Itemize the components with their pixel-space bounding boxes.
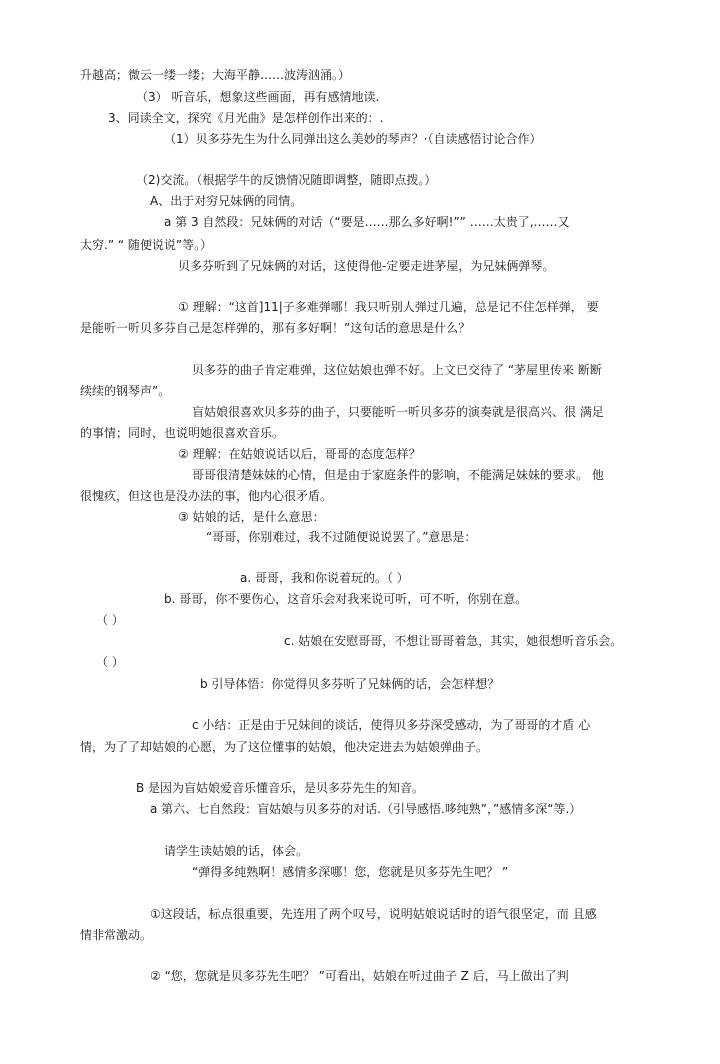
text-line: （2)交流。（根据学牛的反馈情况随即调整，随即点拨。） [136,173,437,187]
text-line: “弹得多纯熟啊！感情多深哪！您，您就是贝多芬先生吧？ ” [192,865,509,879]
text-line: a. 哥哥，我和你说着玩的。（ ） [240,571,409,585]
text-line: （3） 听音乐，想象这些画面，再有感情地读. [136,90,380,104]
text-line: c 小结：正是由于兄妹间的谈话，使得贝多芬深受感动，为了哥哥的才盾 心 [192,718,591,732]
text-line: （1）贝多芬先生为什么同弹出这么美妙的琴声？·（自读感悟讨论合作） [164,132,542,146]
text-line: ①这段话，标点很重要，先连用了两个叹号，说明姑娘说话时的语气很坚定，而 且感 [150,907,597,921]
text-line: 3、同读全文，探究《月光曲》是怎样创作出来的：. [108,111,384,125]
text-line: b 引导体悟：你觉得贝多芬听了兄妹俩的话，会怎样想？ [200,677,500,691]
text-line: 贝多芬的曲子肯定难弹，这位姑娘也弹不好。上文已交待了 “茅屋里传来 断断 [192,363,602,377]
text-line: 情，为了了却姑娘的心愿，为了这位懂事的姑娘，他决定进去为姑娘弹曲子。 [80,740,489,754]
text-line: ② “您，您就是贝多芬先生吧？ ”可看出，姑娘在听过曲子 Z 后，马上做出了判 [150,969,569,983]
text-line: 很愧疚，但这也是没办法的事，他内心很矛盾。 [80,489,333,503]
text-line: 是能听一听贝多芬自己是怎样弹的，那有多好啊！”这句话的意思是什么？ [80,321,471,335]
text-line: a 第六、七自然段：盲姑娘与贝多芬的对话.（引导感悟.哆纯熟”，”感情多深“等.） [150,802,582,816]
text-line: 请学生读姑娘的话，体会。 [164,844,309,858]
text-line: 升越高；微云一缕一缕；大海平静……波涛汹涌。） [80,68,351,82]
text-line: A、出于对穷兄妹俩的同情。 [150,194,303,208]
text-line: 贝多芬听到了兄妹俩的对话，这使得他-定要走进茅屋，为兄妹俩弹琴。 [178,259,555,273]
text-line: 太穷.” “ 随便说说”等。） [80,238,213,252]
text-line: “哥哥，你别难过，我不过随便说说罢了。”意思是： [206,530,477,544]
text-line: b. 哥哥，你不要伤心，这音乐会对我来说可听，可不听，你别在意。 [164,592,528,606]
text-line: 盲姑娘很喜欢贝多芬的曲子，只要能听一听贝多芬的演奏就是很高兴、很 满足 [192,405,604,419]
text-line: 情非常激动。 [80,928,153,942]
text-line: B 是因为盲姑娘爱音乐懂音乐，是贝多芬先生的知音。 [136,781,425,795]
text-line: （ ） [96,655,124,669]
text-line: ② 理解：在姑娘说话以后，哥哥的态度怎样？ [178,447,421,461]
text-line: a 第 3 自然段：兄妹俩的对话（“要是……那么多好啊!”” ……太贵了,……又 [164,215,570,229]
text-line: 的事情；同时，也说明她很喜欢音乐。 [80,426,285,440]
text-line: ① 理解：“这首]11|子多难弹哪！我只听别人弹过几遍，总是记不住怎样弹， 要 [178,300,599,314]
text-line: c. 姑娘在安慰哥哥，不想让哥哥着急，其实，她很想听音乐会。 [284,634,623,648]
text-line: ③ 姑娘的话，是什么意思： [178,510,325,524]
text-line: （ ） [96,613,124,627]
text-line: 续续的钢琴声”。 [80,384,171,398]
text-line: 哥哥很清楚妹妹的心情，但是由于家庭条件的影响，不能满足妹妹的要求。 他 [192,468,604,482]
